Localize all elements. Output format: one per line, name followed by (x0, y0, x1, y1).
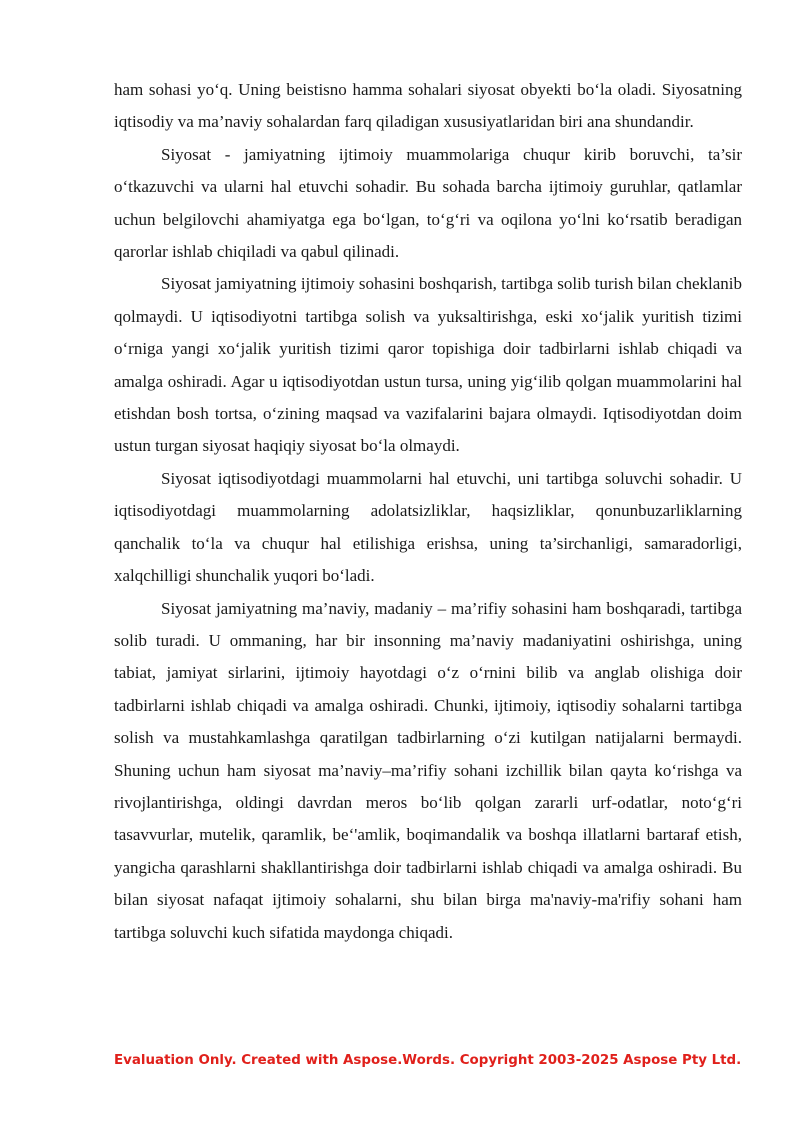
document-body (114, 74, 742, 949)
paragraph-politics-economy: Siyosat jamiyatning ijtimoiy sohasini boshqarish, tartibga solib turish bilan cheklanib qolmaydi. U iqtisodiyotni tartibga solish va yuksaltirishga, eski xo‘jalik yuritish tizimi o‘rniga yangi xo‘jalik yuritish tizimi qaror topishiga doir tadbirlarni ishlab chiqadi va amalga oshiradi. Agar u iqtisodiyotdan ustun tursa, uning yig‘ilib qolgan muammolarini hal etishdan bosh tortsa, o‘zining maqsad va vazifalarini bajara olmaydi. Iqtisodiyotdan doim ustun turgan siyosat haqiqiy siyosat bo‘la olmaydi. (114, 274, 742, 456)
paragraph-politics-economy-problems: Siyosat iqtisodiyotdagi muammolarni hal etuvchi, uni tartibga soluvchi sohadir. U iqtisodiyotdagi muammolarning adolatsizliklar, haqsizliklar, qonunbuzarliklarning qanchalik to‘la va chuqur hal etilishiga erishsa, uning ta’sirchanligi, samaradorligi, xalqchilligi shunchalik yuqori bo‘ladi. (114, 468, 742, 586)
paragraph-continuation: ham sohasi yo‘q. Uning beistisno hamma sohalari siyosat obyekti bo‘la oladi. Siyosatning iqtisodiy va ma’naviy sohalardan farq qiladigan xususiyatlaridan biri ana shundandir. (114, 80, 742, 132)
paragraph-politics-spiritual: Siyosat jamiyatning ma’naviy, madaniy – ma’rifiy sohasini ham boshqaradi, tartibga solib turadi. U ommaning, har bir insonning ma’naviy madaniyatini oshirishga, uning tabiat, jamiyat sirlarini, ijtimoiy hayotdagi o‘z o‘rnini bilib va anglab olishiga doir tadbirlarni ishlab chiqadi va amalga oshiradi. Chunki, ijtimoiy, iqtisodiy sohalarni tartibga solish va mustahkamlashga qaratilgan tadbirlarning o‘zi kutilgan natijalarni bermaydi. Shuning uchun ham siyosat ma’naviy–ma’rifiy sohani izchillik bilan qayta ko‘rishga va rivojlantirishga, oldingi davrdan meros bo‘lib qolgan zararli urf-odatlar, noto‘g‘ri tasavvurlar, mutelik, qaramlik, be‘'amlik, boqimandalik va boshqa illatlarni bartaraf etish, yangicha qarashlarni shakllantirishga doir tadbirlarni ishlab chiqadi va amalga oshiradi. Bu bilan siyosat nafaqat ijtimoiy sohalarni, shu bilan birga ma'naviy-ma'rifiy sohani ham tartibga soluvchi kuch sifatida maydonga chiqadi. (114, 598, 742, 942)
paragraph-politics-social: Siyosat - jamiyatning ijtimoiy muammolariga chuqur kirib boruvchi, ta’sir o‘tkazuvchi va ularni hal etuvchi sohadir. Bu sohada barcha ijtimoiy guruhlar, qatlamlar uchun belgilovchi ahamiyatga ega bo‘lgan, to‘g‘ri va oqilona yo‘lni ko‘rsatib beradigan qarorlar ishlab chiqiladi va qabul qilinadi. (114, 144, 742, 262)
evaluation-watermark: Evaluation Only. Created with Aspose.Words. Copyright 2003-2025 Aspose Pty Ltd. (114, 1053, 742, 1068)
